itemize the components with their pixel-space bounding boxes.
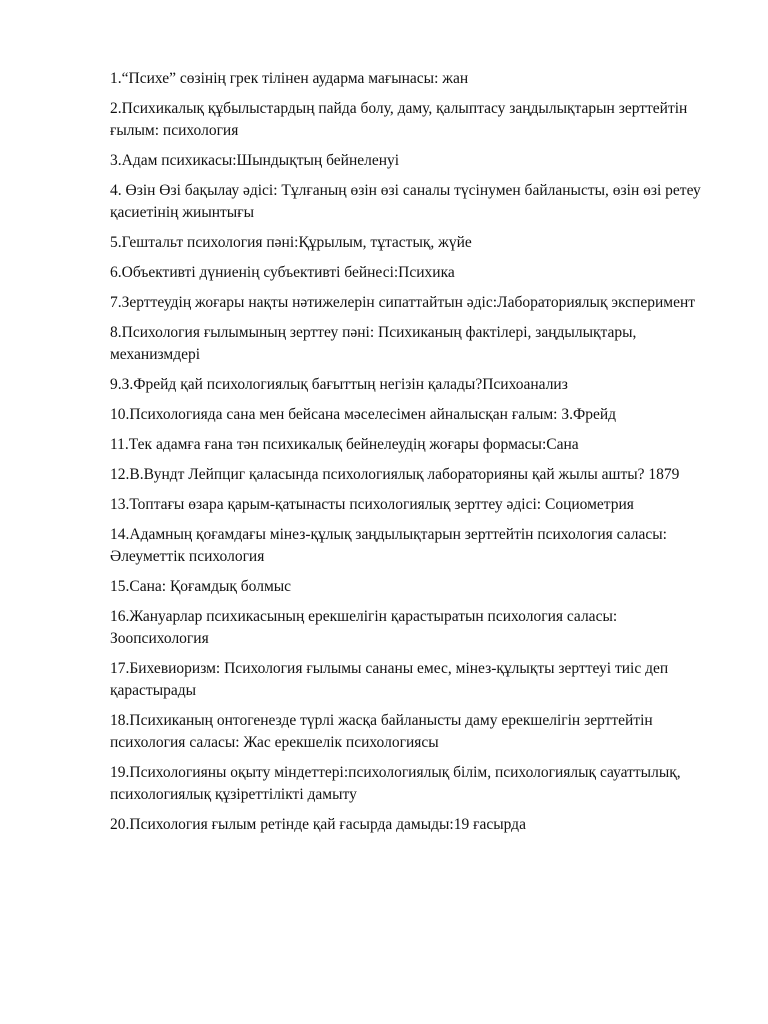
question-item-15: 15.Сана: Қоғамдық болмыс <box>110 578 292 595</box>
question-item-14: 14.Адамның қоғамдағы мінез-құлық заңдылықтарын зерттейтін психология саласы: Әлеуметтік психология <box>110 526 667 565</box>
question-item-16: 16.Жануарлар психикасының ерекшелігін қарастыратын психология саласы: Зоопсихология <box>110 608 618 647</box>
question-item-1: 1.“Психе” сөзінің грек тілінен аудармa мағынасы: жан <box>110 70 469 87</box>
question-item-5: 5.Гештальт психология пәні:Құрылым, тұтастық, жүйе <box>110 234 472 251</box>
document-body <box>110 68 710 844</box>
question-item-8: 8.Психология ғылымының зерттеу пәні: Психиканың фактілері, заңдылықтары, механизмдері <box>110 324 637 363</box>
question-item-13: 13.Топтағы өзара қарым-қатынасты психологиялық зерттеу әдісі: Социометрия <box>110 496 634 513</box>
question-item-6: 6.Объективті дүниенің субъективті бейнесі:Психика <box>110 264 455 281</box>
question-item-10: 10.Психологияда сана мен бейсана мәселесімен айналысқан ғалым: З.Фрейд <box>110 406 617 423</box>
question-item-12: 12.В.Вундт Лейпциг қаласында психологиялық лабораторияны қай жылы ашты? 1879 <box>110 466 680 483</box>
question-item-18: 18.Психиканың онтогенезде түрлі жасқа байланысты даму ерекшелігін зерттейтін психология саласы: Жас ерекшелік психологиясы <box>110 712 653 751</box>
question-item-17: 17.Бихевиоризм: Психология ғылымы сананы емес, мінез-құлықты зерттеуі тиіс деп қарастырады <box>110 660 669 699</box>
question-item-9: 9.З.Фрейд қай психологиялық бағыттың негізін қалады?Психоанализ <box>110 376 568 393</box>
question-item-20: 20.Психология ғылым ретінде қай ғасырда дамыды:19 ғасырда <box>110 816 526 833</box>
question-item-4: 4. Өзін Өзі бақылау әдісі: Тұлғаның өзін өзі саналы түсінумен байланысты, өзін өзі ретеу қасиетінің жиынтығы <box>110 182 701 221</box>
question-item-3: 3.Адам психикасы:Шындықтың бейнеленуі <box>110 152 400 169</box>
question-item-2: 2.Психикалық құбылыстардың пайда болу, даму, қалыптасу заңдылықтарын зерттейтін ғылым: психология <box>110 100 688 139</box>
question-item-7: 7.Зерттеудің жоғары нақты нәтижелерін сипаттайтын әдіс:Лабораториялық эксперимент <box>110 294 696 311</box>
question-item-11: 11.Тек адамға ғана тән психикалық бейнелеудің жоғары формасы:Сана <box>110 436 579 453</box>
question-item-19: 19.Психологияны оқыту міндеттері:психологиялық білім, психологиялық сауаттылық, психологиялық құзіреттілікті дамыту <box>110 764 681 803</box>
